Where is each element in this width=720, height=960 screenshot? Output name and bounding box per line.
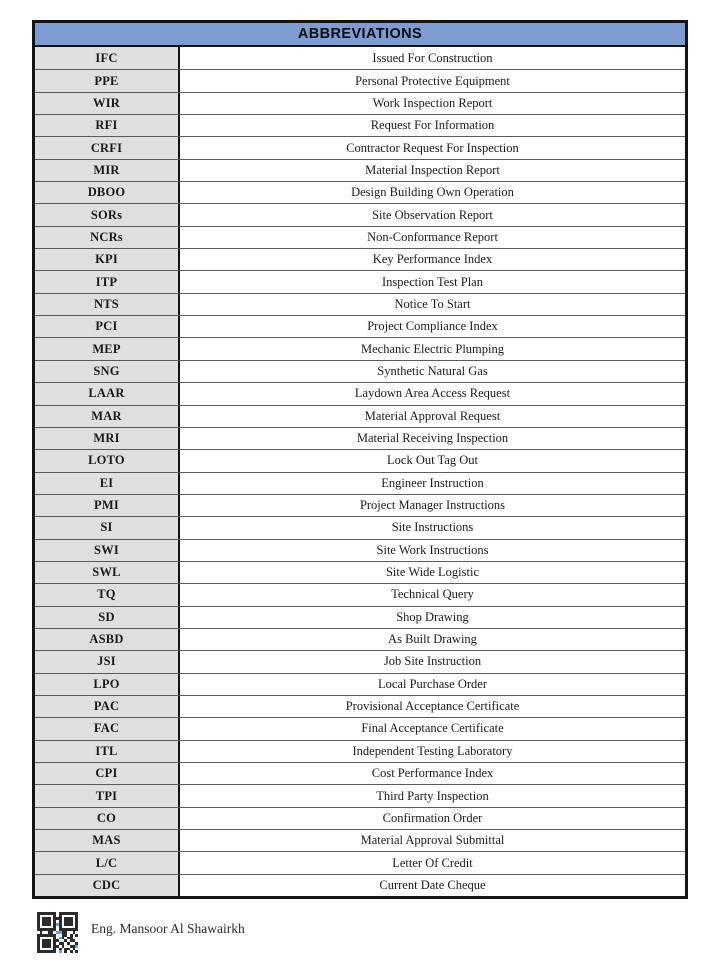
abbr-cell: L/C <box>35 852 180 873</box>
abbr-cell: PPE <box>35 70 180 91</box>
table-row <box>35 494 685 516</box>
table-row <box>35 784 685 806</box>
abbr-cell: ITP <box>35 271 180 292</box>
meaning-cell: Current Date Cheque <box>180 875 685 896</box>
abbr-cell: NCRs <box>35 227 180 248</box>
meaning-cell: Work Inspection Report <box>180 93 685 114</box>
footer <box>37 912 245 953</box>
table-body <box>35 47 685 896</box>
meaning-cell: Site Observation Report <box>180 204 685 225</box>
abbr-cell: CO <box>35 808 180 829</box>
abbr-cell: ITL <box>35 741 180 762</box>
abbr-cell: LOTO <box>35 450 180 471</box>
table-row <box>35 628 685 650</box>
abbr-cell: NTS <box>35 294 180 315</box>
meaning-cell: Cost Performance Index <box>180 763 685 784</box>
abbr-cell: PCI <box>35 316 180 337</box>
table-row <box>35 405 685 427</box>
table-row <box>35 114 685 136</box>
abbr-cell: CDC <box>35 875 180 896</box>
meaning-cell: Mechanic Electric Plumping <box>180 338 685 359</box>
abbr-cell: TPI <box>35 785 180 806</box>
table-row <box>35 762 685 784</box>
meaning-cell: As Built Drawing <box>180 629 685 650</box>
meaning-cell: Personal Protective Equipment <box>180 70 685 91</box>
meaning-cell: Material Approval Submittal <box>180 830 685 851</box>
table-row <box>35 69 685 91</box>
table-row <box>35 315 685 337</box>
meaning-cell: Issued For Construction <box>180 47 685 69</box>
abbr-cell: LPO <box>35 674 180 695</box>
meaning-cell: Job Site Instruction <box>180 651 685 672</box>
author-name: Eng. Mansoor Al Shawairkh <box>91 920 245 936</box>
table-row <box>35 807 685 829</box>
abbr-cell: SNG <box>35 361 180 382</box>
table-row <box>35 47 685 69</box>
meaning-cell: Project Manager Instructions <box>180 495 685 516</box>
table-row <box>35 203 685 225</box>
abbr-cell: FAC <box>35 718 180 739</box>
abbr-cell: KPI <box>35 249 180 270</box>
meaning-cell: Third Party Inspection <box>180 785 685 806</box>
abbr-cell: SWL <box>35 562 180 583</box>
abbr-cell: MAS <box>35 830 180 851</box>
table-row <box>35 583 685 605</box>
abbr-cell: MRI <box>35 428 180 449</box>
meaning-cell: Design Building Own Operation <box>180 182 685 203</box>
table-row <box>35 673 685 695</box>
table-row <box>35 695 685 717</box>
table-row <box>35 181 685 203</box>
table-row <box>35 449 685 471</box>
meaning-cell: Inspection Test Plan <box>180 271 685 292</box>
table-row <box>35 516 685 538</box>
abbr-cell: EI <box>35 473 180 494</box>
abbr-cell: WIR <box>35 93 180 114</box>
table-row <box>35 270 685 292</box>
meaning-cell: Material Inspection Report <box>180 160 685 181</box>
table-row <box>35 92 685 114</box>
table-row <box>35 226 685 248</box>
table-row <box>35 650 685 672</box>
table-row <box>35 136 685 158</box>
meaning-cell: Site Wide Logistic <box>180 562 685 583</box>
table-row <box>35 740 685 762</box>
abbr-cell: SI <box>35 517 180 538</box>
qr-code-icon <box>37 912 78 953</box>
abbr-cell: LAAR <box>35 383 180 404</box>
abbr-cell: SD <box>35 607 180 628</box>
abbr-cell: DBOO <box>35 182 180 203</box>
abbr-cell: JSI <box>35 651 180 672</box>
abbr-cell: SWI <box>35 540 180 561</box>
meaning-cell: Notice To Start <box>180 294 685 315</box>
table-row <box>35 248 685 270</box>
table-row <box>35 382 685 404</box>
abbr-cell: TQ <box>35 584 180 605</box>
table-row <box>35 539 685 561</box>
meaning-cell: Provisional Acceptance Certificate <box>180 696 685 717</box>
meaning-cell: Confirmation Order <box>180 808 685 829</box>
table-row <box>35 293 685 315</box>
abbr-cell: MAR <box>35 406 180 427</box>
abbr-cell: PAC <box>35 696 180 717</box>
meaning-cell: Material Receiving Inspection <box>180 428 685 449</box>
table-row <box>35 717 685 739</box>
table-row <box>35 829 685 851</box>
table-title: ABBREVIATIONS <box>297 26 423 42</box>
meaning-cell: Project Compliance Index <box>180 316 685 337</box>
meaning-cell: Final Acceptance Certificate <box>180 718 685 739</box>
table-header <box>35 23 685 47</box>
meaning-cell: Laydown Area Access Request <box>180 383 685 404</box>
table-row <box>35 472 685 494</box>
meaning-cell: Site Work Instructions <box>180 540 685 561</box>
table-row <box>35 874 685 896</box>
meaning-cell: Contractor Request For Inspection <box>180 137 685 158</box>
abbr-cell: CPI <box>35 763 180 784</box>
table-row <box>35 851 685 873</box>
meaning-cell: Letter Of Credit <box>180 852 685 873</box>
meaning-cell: Material Approval Request <box>180 406 685 427</box>
table-row <box>35 561 685 583</box>
meaning-cell: Non-Conformance Report <box>180 227 685 248</box>
abbr-cell: IFC <box>35 47 180 69</box>
abbr-cell: MEP <box>35 338 180 359</box>
meaning-cell: Key Performance Index <box>180 249 685 270</box>
abbr-cell: RFI <box>35 115 180 136</box>
meaning-cell: Shop Drawing <box>180 607 685 628</box>
abbr-cell: PMI <box>35 495 180 516</box>
table-row <box>35 159 685 181</box>
abbr-cell: CRFI <box>35 137 180 158</box>
meaning-cell: Technical Query <box>180 584 685 605</box>
meaning-cell: Engineer Instruction <box>180 473 685 494</box>
table-row <box>35 606 685 628</box>
meaning-cell: Local Purchase Order <box>180 674 685 695</box>
abbr-cell: ASBD <box>35 629 180 650</box>
abbr-cell: MIR <box>35 160 180 181</box>
abbr-cell: SORs <box>35 204 180 225</box>
meaning-cell: Lock Out Tag Out <box>180 450 685 471</box>
meaning-cell: Independent Testing Laboratory <box>180 741 685 762</box>
meaning-cell: Site Instructions <box>180 517 685 538</box>
table-row <box>35 427 685 449</box>
meaning-cell: Request For Information <box>180 115 685 136</box>
table-row <box>35 360 685 382</box>
table-row <box>35 337 685 359</box>
abbreviations-table <box>32 20 688 899</box>
meaning-cell: Synthetic Natural Gas <box>180 361 685 382</box>
